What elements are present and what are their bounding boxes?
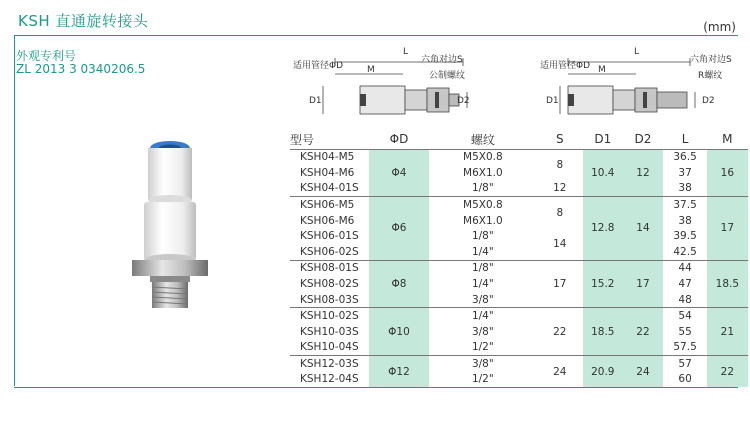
- cell-model: KSH08-03S: [300, 293, 359, 306]
- cell-l: 57: [663, 356, 706, 372]
- cell-d1: 20.9: [583, 356, 622, 388]
- cell-thread: 1/8": [471, 230, 494, 243]
- cell-s: 8: [536, 149, 583, 181]
- cell-model: KSH06-01S: [300, 230, 359, 243]
- cell-s: 12: [553, 182, 567, 195]
- cell-l: 48: [678, 293, 692, 306]
- cell-m: 16: [707, 149, 748, 197]
- cell-od: Φ4: [369, 149, 429, 197]
- cell-od: Φ6: [369, 197, 429, 261]
- cell-l: 47: [678, 278, 692, 291]
- cell-model: KSH12-04S: [290, 371, 369, 387]
- cell-thread: 3/8": [471, 325, 494, 338]
- cell-m: 18.5: [707, 260, 748, 308]
- table-row: [290, 165, 748, 181]
- cell-l: 55: [678, 325, 692, 338]
- cell-model: KSH04-M6: [300, 166, 355, 179]
- spec-table: [290, 130, 748, 388]
- cell-d2: 14: [622, 197, 663, 261]
- table-row: [290, 308, 748, 324]
- cell-d2: 17: [622, 260, 663, 308]
- table-row: [290, 340, 748, 356]
- cell-thread: 1/8": [429, 260, 536, 276]
- cell-s: 22: [536, 308, 583, 356]
- cell-m: 22: [707, 356, 748, 388]
- cell-d2: 22: [622, 308, 663, 356]
- cell-l: 57.5: [673, 341, 697, 354]
- table-row: [290, 213, 748, 229]
- diagram2-d2-label: D2: [702, 96, 715, 106]
- diagram2-d1-label: D1: [546, 96, 559, 106]
- cell-l: 60: [663, 371, 706, 387]
- table-row: [290, 292, 748, 308]
- cell-model: KSH06-M5: [290, 197, 369, 213]
- cell-thread: 1/4": [471, 246, 494, 259]
- cell-model: KSH04-M5: [290, 149, 369, 165]
- cell-thread: 3/8": [429, 356, 536, 372]
- diagram1-hex-label: 六角对边S: [421, 55, 463, 65]
- diagram2-hex-label: 六角对边S: [690, 55, 732, 65]
- cell-s: 24: [536, 356, 583, 388]
- diagram1-d2-label: D2: [457, 96, 470, 106]
- cell-l: 37.5: [663, 197, 706, 213]
- cell-l: 38: [678, 214, 692, 227]
- dimension-diagram-metric: [285, 44, 475, 124]
- cell-thread: M5X0.8: [429, 197, 536, 213]
- header-l: L: [681, 132, 689, 147]
- cell-l: 38: [678, 182, 692, 195]
- cell-model: KSH08-01S: [290, 260, 369, 276]
- cell-d1: 15.2: [583, 260, 622, 308]
- table-row: [290, 181, 748, 197]
- cell-model: KSH12-03S: [290, 356, 369, 372]
- patent-number: ZL 2013 3 0340206.5: [16, 62, 146, 76]
- cell-thread: M6X1.0: [463, 214, 503, 227]
- cell-model: KSH10-03S: [300, 325, 359, 338]
- header-d1: D1: [594, 132, 612, 147]
- cell-model: KSH08-02S: [300, 278, 359, 291]
- table-row: [290, 244, 748, 260]
- diagram2-tube-label: 适用管径ΦD: [540, 61, 591, 71]
- page-title: KSH 直通旋转接头: [18, 12, 149, 30]
- header-od: ΦD: [389, 132, 409, 147]
- header-thread: 螺纹: [470, 132, 495, 147]
- patent-label: 外观专利号: [16, 49, 77, 63]
- cell-model: KSH10-04S: [300, 341, 359, 354]
- cell-l: 36.5: [663, 149, 706, 165]
- cell-d1: 18.5: [583, 308, 622, 356]
- header-s: S: [555, 132, 564, 147]
- cell-model: KSH06-02S: [300, 246, 359, 259]
- table-row: [290, 276, 748, 292]
- header-model: 型号: [290, 132, 315, 147]
- cell-l: 39.5: [673, 230, 697, 243]
- diagram1-m-label: M: [367, 65, 375, 75]
- table-row: [290, 356, 748, 372]
- cell-thread: M6X1.0: [463, 166, 503, 179]
- cell-thread: M5X0.8: [429, 149, 536, 165]
- cell-m: 17: [707, 197, 748, 261]
- cell-thread: 1/8": [471, 182, 494, 195]
- cell-od: Φ12: [369, 356, 429, 388]
- diagram1-tube-label: 适用管径ΦD: [293, 61, 344, 71]
- cell-l: 42.5: [673, 246, 697, 259]
- cell-s: 8: [536, 197, 583, 229]
- table-row: [290, 149, 748, 165]
- cell-thread: 1/4": [429, 308, 536, 324]
- cell-d1: 10.4: [583, 149, 622, 197]
- table-header-row: [290, 130, 748, 149]
- bottom-divider: [14, 387, 738, 388]
- cell-d1: 12.8: [583, 197, 622, 261]
- cell-thread: 1/2": [429, 371, 536, 387]
- diagram1-d1-label: D1: [309, 96, 322, 106]
- cell-l: 37: [678, 166, 692, 179]
- table-row: [290, 197, 748, 213]
- table-row: [290, 228, 748, 244]
- cell-l: 54: [663, 308, 706, 324]
- diagram1-l-label: L: [403, 47, 409, 57]
- diagram1-thread-label: 公制螺纹: [429, 71, 466, 81]
- table-row: [290, 260, 748, 276]
- unit-label: (mm): [703, 20, 736, 34]
- cell-m: 21: [707, 308, 748, 356]
- cell-d2: 24: [622, 356, 663, 388]
- diagram2-thread-label: R螺纹: [698, 71, 723, 81]
- header-d2: D2: [634, 132, 652, 147]
- cell-od: Φ8: [369, 260, 429, 308]
- product-image: [120, 140, 220, 310]
- table-row: [290, 324, 748, 340]
- cell-s: 14: [553, 238, 567, 251]
- cell-model: KSH04-01S: [300, 182, 359, 195]
- cell-thread: 1/2": [471, 341, 494, 354]
- cell-thread: 1/4": [471, 278, 494, 291]
- diagram2-m-label: M: [598, 65, 606, 75]
- cell-model: KSH06-M6: [300, 214, 355, 227]
- cell-d2: 12: [622, 149, 663, 197]
- title-divider: [14, 35, 738, 36]
- cell-thread: 3/8": [471, 293, 494, 306]
- left-border: [14, 36, 15, 386]
- cell-l: 44: [663, 260, 706, 276]
- cell-od: Φ10: [369, 308, 429, 356]
- cell-model: KSH10-02S: [290, 308, 369, 324]
- dimension-diagram-r-thread: [540, 44, 745, 124]
- diagram2-l-label: L: [634, 47, 640, 57]
- table-row: [290, 371, 748, 387]
- header-m: M: [722, 132, 733, 147]
- cell-s: 17: [536, 260, 583, 308]
